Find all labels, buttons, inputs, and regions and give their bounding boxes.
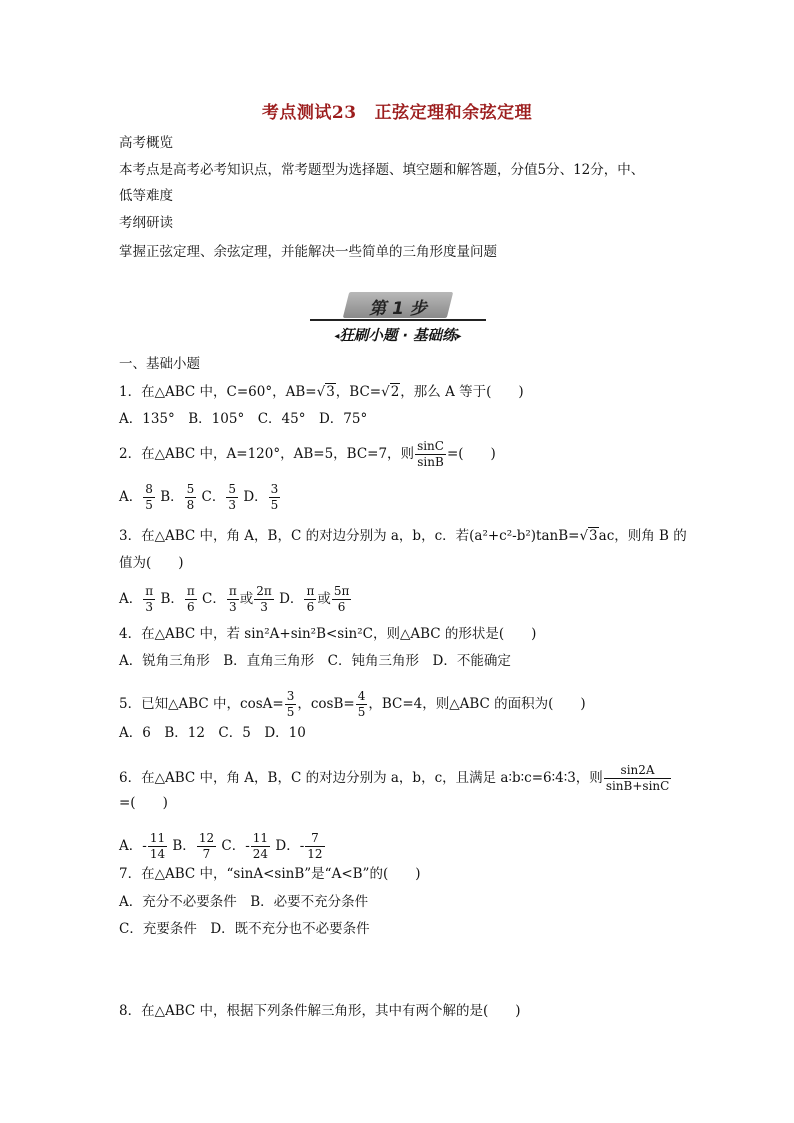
q3-d-den-1: 6 bbox=[306, 600, 315, 614]
question-1 bbox=[119, 383, 524, 401]
question-7: 7．在△ABC 中，“sinA<sinB”是“A<B”的( ) bbox=[119, 866, 421, 882]
q3-stem-post: ac，则角 B 的 bbox=[598, 528, 687, 544]
q2-d-num: 3 bbox=[270, 482, 279, 496]
q5-stem-mid: ，cosB= bbox=[297, 696, 355, 712]
q5-den-1: 5 bbox=[286, 705, 295, 719]
title-topic: 正弦定理和余弦定理 bbox=[374, 103, 533, 123]
q3-sqrt: √3 bbox=[579, 528, 598, 544]
q6-option-d-label: D．- bbox=[275, 838, 305, 854]
q6-c-num: 11 bbox=[252, 831, 269, 845]
q6-option-d bbox=[305, 831, 324, 862]
q2-a-num: 8 bbox=[145, 482, 153, 496]
q2-option-a bbox=[143, 482, 155, 513]
q4-options: A．锐角三角形 B．直角三角形 C．钝角三角形 D．不能确定 bbox=[119, 653, 511, 669]
q3-stem-line-2: 值为( ) bbox=[119, 555, 184, 571]
q3-option-c-1 bbox=[227, 584, 239, 615]
q6-b-den: 7 bbox=[202, 847, 211, 861]
q1-options: A．135° B．105° C．45° D．75° bbox=[119, 411, 368, 427]
q1-stem-pre: 1．在△ABC 中，C=60°，AB= bbox=[119, 384, 317, 400]
q1-stem-mid: ，BC= bbox=[335, 384, 382, 400]
q5-num-2: 4 bbox=[357, 689, 366, 703]
overview-heading: 高考概览 bbox=[119, 135, 173, 151]
q2-stem-pre: 2．在△ABC 中，A=120°，AB=5，BC=7，则 bbox=[119, 446, 415, 462]
q3-option-b-label: B． bbox=[160, 591, 184, 607]
page-title bbox=[0, 98, 794, 123]
q2-option-b-label: B． bbox=[160, 489, 184, 505]
q3-d-or: 或 bbox=[317, 591, 331, 607]
q3-c-or: 或 bbox=[239, 591, 254, 607]
q3-option-a-label: A． bbox=[119, 591, 143, 607]
right-triangle-icon: ▸ bbox=[456, 331, 462, 342]
q6-option-b-label: B． bbox=[172, 838, 196, 854]
q6-option-a bbox=[148, 831, 167, 862]
question-2 bbox=[119, 439, 496, 470]
q3-b-den: 6 bbox=[186, 600, 195, 614]
q2-denominator: sinB bbox=[417, 455, 444, 469]
q1-stem-post: ，那么 A 等于( ) bbox=[400, 384, 524, 400]
q2-option-d-label: D． bbox=[243, 489, 268, 505]
q3-option-c-label: C． bbox=[202, 591, 226, 607]
q6-option-a-label: A．- bbox=[119, 838, 147, 854]
q3-option-d-1 bbox=[304, 584, 316, 615]
q2-fraction bbox=[415, 439, 446, 470]
q2-option-a-label: A． bbox=[119, 489, 143, 505]
left-triangle-icon: ◂ bbox=[334, 331, 340, 342]
q6-option-b bbox=[197, 831, 216, 862]
q5-fraction-1 bbox=[285, 689, 297, 720]
q3-sqrt-value: 3 bbox=[589, 528, 598, 544]
q7-options-2: C．充要条件 D．既不充分也不必要条件 bbox=[119, 921, 370, 937]
q6-options bbox=[119, 831, 326, 862]
q3-c-den-1: 3 bbox=[229, 600, 237, 614]
syllabus-line-1: 掌握正弦定理、余弦定理，并能解决一些简单的三角形度量问题 bbox=[119, 244, 497, 260]
q3-option-d-2 bbox=[332, 584, 352, 615]
q2-option-c-label: C． bbox=[201, 489, 226, 505]
q2-b-den: 8 bbox=[186, 498, 195, 512]
q2-option-c bbox=[226, 482, 238, 513]
q6-d-den: 12 bbox=[307, 847, 323, 861]
q2-options bbox=[119, 482, 281, 513]
q3-c-num-1: π bbox=[228, 584, 237, 598]
section-heading: 一、基础小题 bbox=[119, 356, 200, 372]
q6-numerator: sin2A bbox=[604, 763, 672, 779]
q3-option-d-label: D． bbox=[279, 591, 304, 607]
q2-b-num: 5 bbox=[186, 482, 195, 496]
step-banner bbox=[306, 292, 490, 348]
q6-option-c bbox=[251, 831, 270, 862]
q3-c-num-2: 2π bbox=[256, 584, 272, 598]
q1-sqrt-2-value: 2 bbox=[390, 384, 400, 400]
banner-subtitle bbox=[306, 324, 490, 345]
q6-d-num: 7 bbox=[305, 831, 324, 847]
q3-c-den-2: 3 bbox=[260, 600, 268, 614]
q6-a-den: 14 bbox=[149, 847, 166, 861]
q2-c-den: 3 bbox=[228, 498, 237, 512]
q2-c-num: 5 bbox=[228, 482, 237, 496]
q3-option-b bbox=[185, 584, 197, 615]
q5-fraction-2 bbox=[356, 689, 368, 720]
question-6 bbox=[119, 763, 672, 794]
q6-stem-line-2: =( ) bbox=[119, 795, 168, 811]
q3-a-num: π bbox=[145, 584, 154, 598]
q2-numerator: sinC bbox=[417, 439, 444, 453]
q7-options-1: A．充分不必要条件 B．必要不充分条件 bbox=[119, 894, 369, 910]
q3-d-num-2: 5π bbox=[333, 584, 350, 598]
banner-subtitle-text: 狂刷小题 · 基础练 bbox=[339, 328, 457, 344]
q3-option-c-2 bbox=[254, 584, 274, 615]
q3-options bbox=[119, 584, 352, 615]
q3-d-den-2: 6 bbox=[337, 600, 346, 614]
q6-a-num: 11 bbox=[149, 831, 166, 845]
title-test-number: 考点测试23 bbox=[261, 103, 357, 123]
q3-stem-pre: 3．在△ABC 中，角 A，B，C 的对边分别为 a，b，c．若(a²+c²-b²)tanB= bbox=[119, 528, 580, 544]
q5-options: A．6 B．12 C．5 D．10 bbox=[119, 725, 306, 741]
q5-stem-post: ，BC=4，则△ABC 的面积为( ) bbox=[368, 696, 586, 712]
q2-option-b bbox=[185, 482, 197, 513]
question-3 bbox=[119, 527, 687, 545]
q6-option-c-label: C．- bbox=[221, 838, 250, 854]
q1-sqrt-2: √2 bbox=[381, 384, 400, 400]
q2-d-den: 5 bbox=[270, 498, 279, 512]
q3-option-a bbox=[143, 584, 155, 615]
q3-d-num-1: π bbox=[306, 584, 315, 598]
q3-b-num: π bbox=[186, 584, 195, 598]
q5-den-2: 5 bbox=[357, 705, 366, 719]
question-5 bbox=[119, 689, 586, 720]
q6-stem-pre: 6．在△ABC 中，角 A，B，C 的对边分别为 a，b，c，且满足 a∶b∶c=6∶4∶3，则 bbox=[119, 770, 603, 786]
q5-stem-pre: 5．已知△ABC 中，cosA= bbox=[119, 696, 284, 712]
q5-num-1: 3 bbox=[286, 689, 295, 703]
q1-sqrt-1-value: 3 bbox=[326, 384, 335, 400]
question-4: 4．在△ABC 中，若 sin²A+sin²B<sin²C，则△ABC 的形状是( ) bbox=[119, 626, 537, 642]
q6-denominator: sinB+sinC bbox=[605, 779, 670, 793]
q2-a-den: 5 bbox=[145, 498, 153, 512]
banner-rule bbox=[310, 319, 486, 321]
overview-line-2: 低等难度 bbox=[119, 188, 173, 204]
syllabus-heading: 考纲研读 bbox=[119, 215, 173, 231]
q2-option-d bbox=[269, 482, 281, 513]
q6-c-den: 24 bbox=[252, 847, 269, 861]
question-8: 8．在△ABC 中，根据下列条件解三角形，其中有两个解的是( ) bbox=[119, 1003, 521, 1019]
q1-sqrt-1: √3 bbox=[316, 384, 335, 400]
q6-b-num: 12 bbox=[198, 831, 215, 845]
step-label: 第 1 步 bbox=[369, 299, 427, 319]
q2-stem-post: =( ) bbox=[446, 446, 496, 462]
overview-line-1: 本考点是高考必考知识点，常考题型为选择题、填空题和解答题，分值5分、12分，中、 bbox=[119, 162, 645, 178]
q6-fraction bbox=[604, 763, 672, 794]
q3-a-den: 3 bbox=[145, 600, 154, 614]
